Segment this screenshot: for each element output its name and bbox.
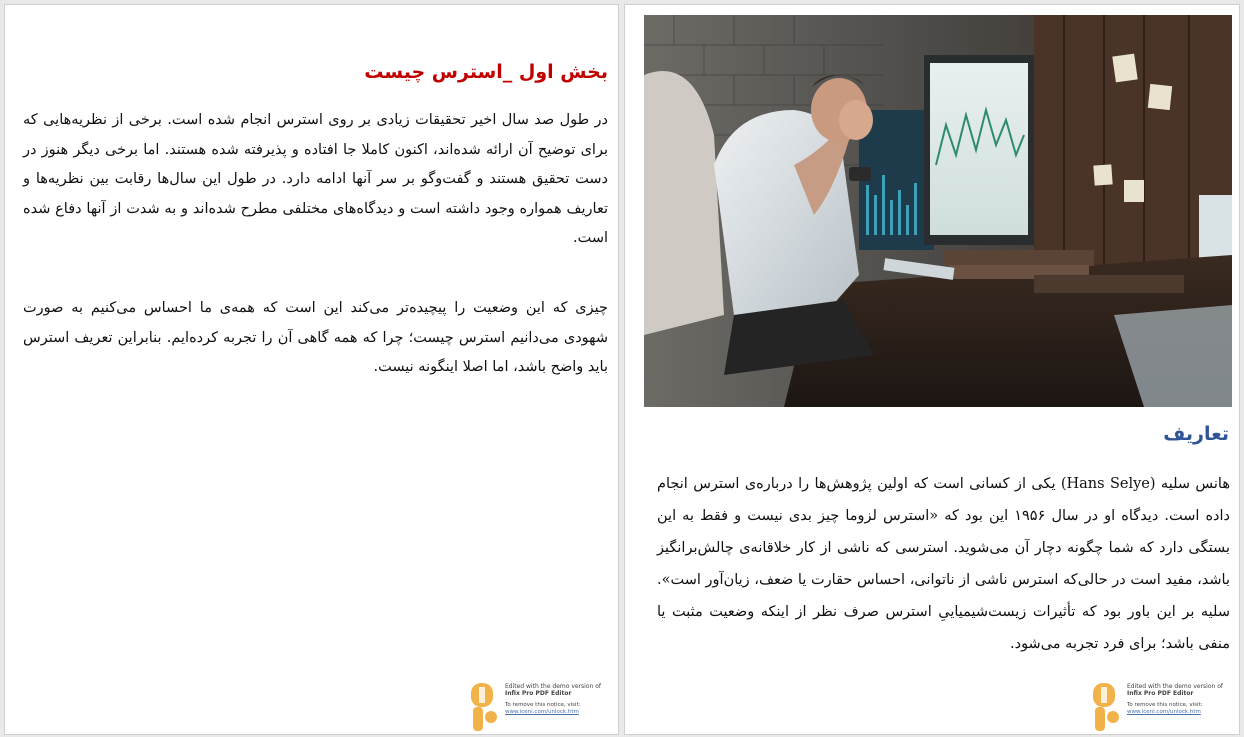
demo-watermark [1089, 681, 1237, 733]
demo-watermark [467, 681, 615, 733]
watermark-product: Infix Pro PDF Editor [505, 690, 572, 697]
stressed-man-photo [644, 15, 1232, 407]
left-page [4, 4, 619, 735]
infix-logo-icon [1089, 681, 1123, 733]
watermark-line: Edited with the demo version of [1127, 683, 1224, 690]
watermark-line: To remove this notice, visit: [1127, 702, 1203, 708]
section-title: تعاریف [1163, 423, 1229, 445]
body-paragraph: چیزی که این وضعیت را پیچیده‌تر می‌کند این است که همه‌ی ما احساس می‌کنیم به صورت شهودی می‌دانیم استرس چیست؛ چرا که همه گاهی آن را تجربه کرده‌ایم. بنابراین تعریف استرس باید واضح باشد، اما اصلا اینگونه نیست. [23, 300, 608, 375]
watermark-link[interactable]: www.iceni.com/unlock.htm [1127, 709, 1201, 715]
right-page [624, 4, 1240, 735]
watermark-line: Edited with the demo version of [505, 683, 602, 690]
watermark-link[interactable]: www.iceni.com/unlock.htm [505, 709, 579, 715]
body-paragraph: در طول صد سال اخیر تحقیقات زیادی بر روی استرس انجام شده است. برخی از نظریه‌هایی که برای توضیح آن ارائه شده‌اند، اکنون کاملا جا افتاده و پذیرفته شده هستند. اما برخی دیگر هنوز در دست تحقیق هستند و گفت‌وگو بر سر آنها ادامه دارد. در طول این سال‌ها رقابت بین نظریه‌ها و تعاریف همواره وجود داشته است و دیدگاه‌های مختلفی مطرح شده‌اند و به شدت از آنها دفاع شده است. [23, 112, 608, 246]
section-title: بخش اول _استرس چیست [364, 61, 608, 83]
body-paragraph: هانس سلیه (Hans Selye) یکی از کسانی است که اولین پژوهش‌ها را درباره‌ی استرس انجام داده است. دیدگاه او در سال ۱۹۵۶ این بود که «استرس لزوما چیز بدی نیست و فقط به این بستگی دارد که شما چگونه دچار آن می‌شوید. استرسی که ناشی از کار خلاقانه‌ی چالش‌برانگیز باشد، مفید است در حالی‌که استرس ناشی از ناتوانی، احساس حقارت یا ضعف، زیان‌آور است». سلیه بر این باور بود که تأثیرات زیست‌شیمیاییِ استرس صرف نظر از اینکه وضعیت مثبت یا منفی باشد؛ برای فرد تجربه می‌شود. [657, 476, 1231, 652]
watermark-line: To remove this notice, visit: [505, 702, 581, 708]
infix-logo-icon [467, 681, 501, 733]
watermark-product: Infix Pro PDF Editor [1127, 690, 1194, 697]
